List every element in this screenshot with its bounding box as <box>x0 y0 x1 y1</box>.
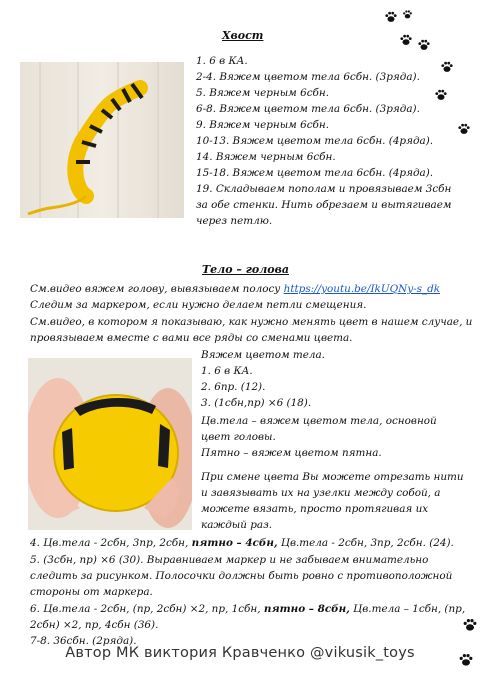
row-4-part: Цв.тела - 2сбн, 3пр, 2сбн. (24). <box>277 537 454 549</box>
tail-photo <box>20 62 184 218</box>
author-footer: Автор МК виктория Кравченко @vikusik_toys <box>65 645 415 661</box>
head-step: Пятно – вяжем цветом пятна. <box>201 447 382 459</box>
paw-icon <box>462 617 478 633</box>
note-line: и завязывать их на узелки между собой, а <box>201 487 441 499</box>
row-6-part: 6. Цв.тела - 2сбн, (пр, 2сбн) ×2, пр, 1сбн, <box>30 603 264 615</box>
paw-icon <box>440 60 454 74</box>
tail-step: 9. Вяжем черным 6сбн. <box>196 119 330 131</box>
row-5-cont: следить за рисунком. Полосочки должны быть ровно с противоположной <box>30 570 453 582</box>
row-7-8: 7-8. 36сбн. (2ряда). <box>30 635 137 647</box>
tail-step: 10-13. Вяжем цветом тела 6сбн. (4ряда). <box>196 135 434 147</box>
head-step: Цв.тела – вяжем цветом тела, основной <box>201 415 437 427</box>
row-6-spot: пятно – 8сбн, <box>263 603 350 615</box>
video-link[interactable]: https://youtu.be/IkUQNy-s_dk <box>283 283 441 295</box>
paw-icon <box>399 33 413 47</box>
row-4-part: 4. Цв.тела - 2сбн, 3пр, 2сбн, <box>30 537 192 549</box>
head-step: Вяжем цветом тела. <box>201 349 325 361</box>
intro-line: Следим за маркером, если нужно делаем петли смещения. <box>30 299 367 311</box>
note-line: При смене цвета Вы можете отрезать нити <box>201 471 464 483</box>
tail-section-title: Хвост <box>222 29 264 42</box>
head-step: 1. 6 в КА. <box>201 365 253 377</box>
paw-icon <box>402 9 413 20</box>
intro-line: провязываем вместе с вами все ряды со сменами цвета. <box>30 332 353 344</box>
head-step: 3. (1сбн,пр) ×6 (18). <box>201 397 312 409</box>
tail-step: 2-4. Вяжем цветом тела 6сбн. (3ряда). <box>196 71 420 83</box>
tail-step: 14. Вяжем черным 6сбн. <box>196 151 336 163</box>
intro-line: См.видео, в котором я показываю, как нужно менять цвет в нашем случае, и <box>30 316 473 328</box>
tail-step: 1. 6 в КА. <box>196 55 248 67</box>
row-6-part: Цв.тела – 1сбн, (пр, <box>349 603 466 615</box>
head-step: 2. 6пр. (12). <box>201 381 266 393</box>
head-step: цвет головы. <box>201 431 276 443</box>
row-4-spot: пятно – 4сбн, <box>191 537 278 549</box>
paw-icon <box>434 88 448 102</box>
row-6 <box>30 602 465 617</box>
body-section-title: Тело – голова <box>202 263 289 276</box>
intro-text: См.видео вяжем голову, вывязываем полосу <box>30 283 284 295</box>
paw-icon <box>417 38 431 52</box>
tail-step: 6-8. Вяжем цветом тела 6сбн. (3ряда). <box>196 103 420 115</box>
row-5: 5. (3сбн, пр) ×6 (30). Выравниваем маркер и не забываем внимательно <box>30 554 429 566</box>
paw-icon <box>457 122 471 136</box>
tail-step: 19. Складываем пополам и провязываем 3сбн <box>196 183 452 195</box>
paw-icon <box>384 10 398 24</box>
tail-step: 15-18. Вяжем цветом тела 6сбн. (4ряда). <box>196 167 434 179</box>
row-6-cont: 2сбн) ×2, пр, 4сбн (36). <box>30 619 159 631</box>
tail-step: через петлю. <box>196 215 273 227</box>
note-line: можете вязать, просто протягивая их <box>201 503 429 515</box>
tail-step: 5. Вяжем черным 6сбн. <box>196 87 330 99</box>
intro-line <box>30 282 440 297</box>
row-4 <box>30 536 454 551</box>
note-line: каждый раз. <box>201 519 273 531</box>
row-5-cont: стороны от маркера. <box>30 586 153 598</box>
head-photo <box>28 358 192 530</box>
tail-step: за обе стенки. Нить обрезаем и вытягиваем <box>196 199 452 211</box>
